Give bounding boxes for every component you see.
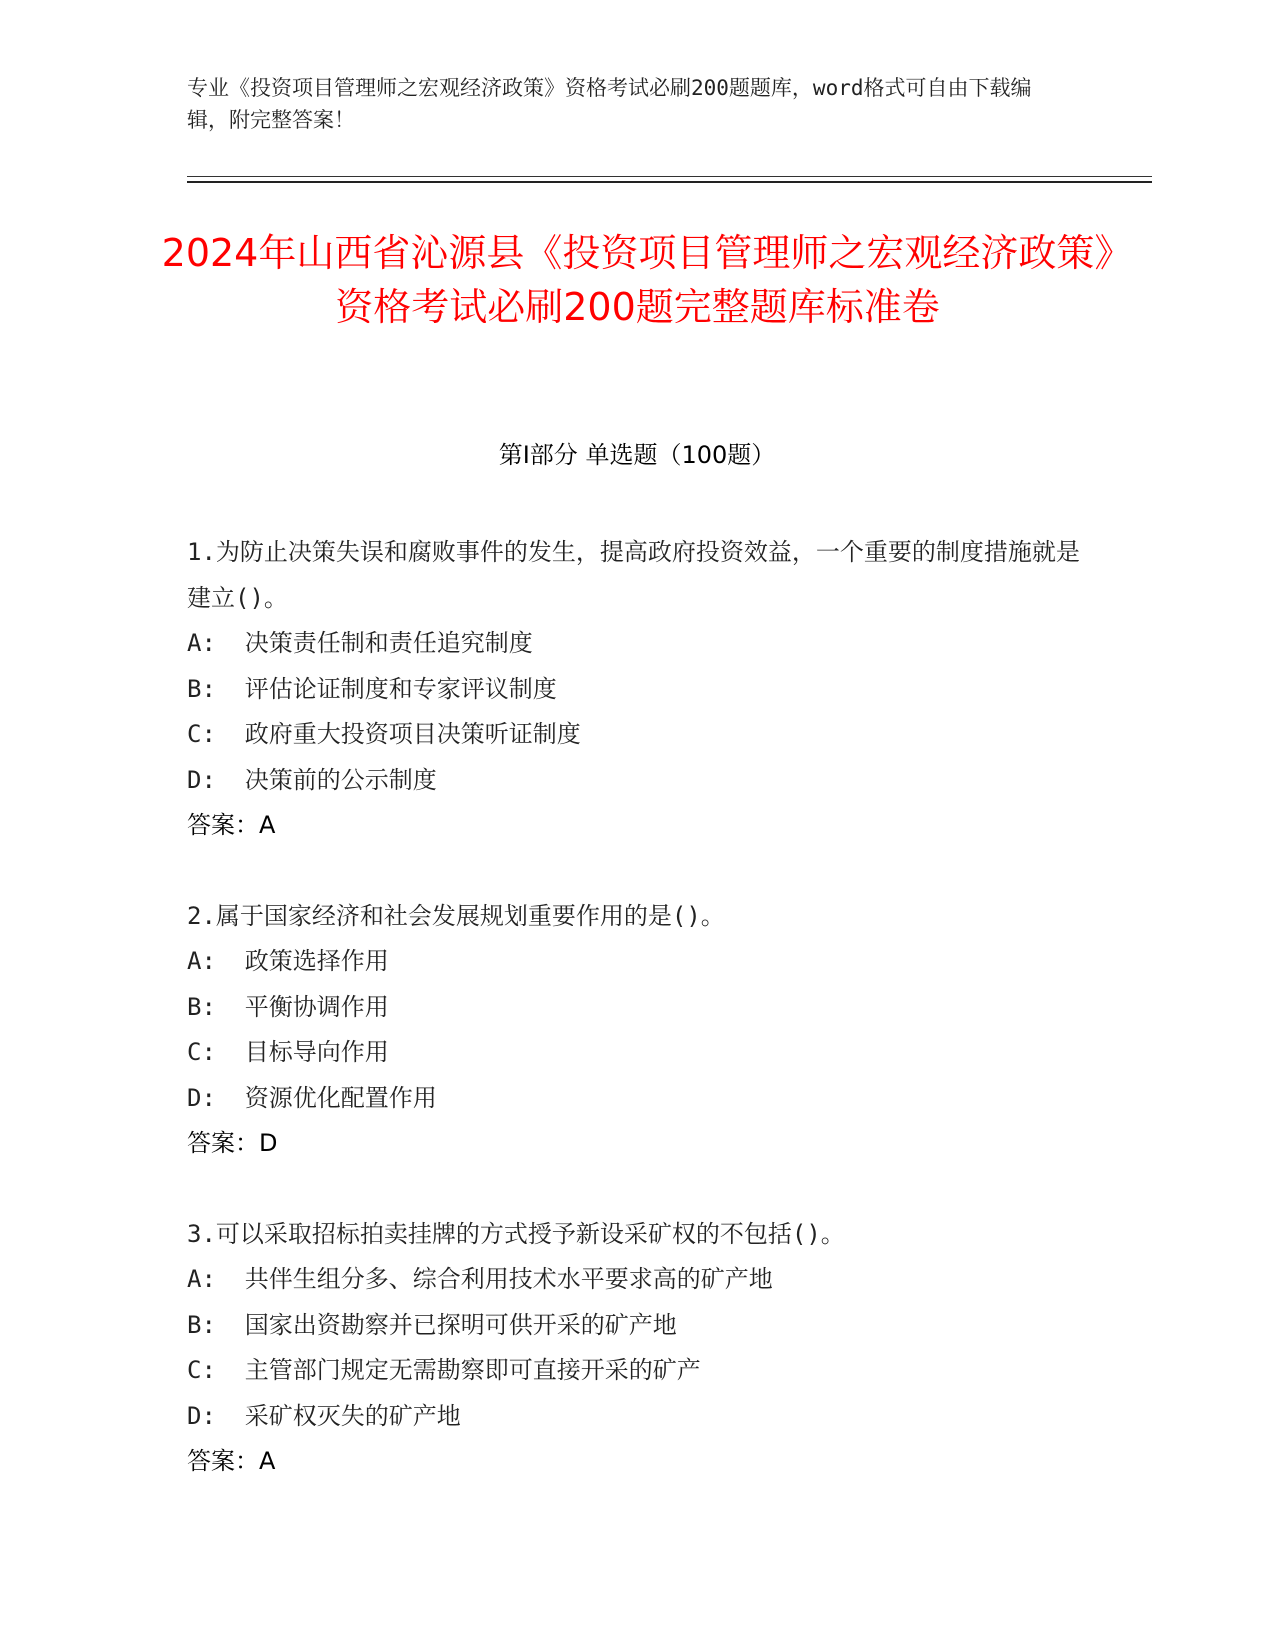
answer-label: 答案：D <box>187 1129 278 1157</box>
question-item <box>187 894 1087 1167</box>
question-stem: 1.为防止决策失误和腐败事件的发生，提高政府投资效益，一个重要的制度措施就是建立()。 <box>187 538 1080 612</box>
option-a: A: 共伴生组分多、综合利用技术水平要求高的矿产地 <box>187 1265 773 1293</box>
option-b: B: 平衡协调作用 <box>187 992 389 1021</box>
option-d: D: 采矿权灭失的矿产地 <box>187 1401 461 1430</box>
question-stem: 3.可以采取招标拍卖挂牌的方式授予新设采矿权的不包括()。 <box>187 1219 845 1248</box>
option-a: A: 政策选择作用 <box>187 947 389 975</box>
option-c: C: 目标导向作用 <box>187 1038 389 1066</box>
option-d: D: 决策前的公示制度 <box>187 765 437 794</box>
header-divider-thick <box>187 181 1152 183</box>
answer-label: 答案：A <box>187 1447 276 1475</box>
question-item <box>187 530 1087 849</box>
header-divider-thin <box>187 176 1152 177</box>
question-stem: 2.属于国家经济和社会发展规划重要作用的是()。 <box>187 901 725 930</box>
section-title: 第I部分 单选题（100题） <box>498 441 776 469</box>
question-list <box>187 530 1087 1530</box>
option-b: B: 国家出资勘察并已探明可供开采的矿产地 <box>187 1310 677 1339</box>
option-c: C: 主管部门规定无需勘察即可直接开采的矿产 <box>187 1356 701 1384</box>
option-c: C: 政府重大投资项目决策听证制度 <box>187 720 581 748</box>
answer-label: 答案：A <box>187 811 276 839</box>
option-a: A: 决策责任制和责任追究制度 <box>187 629 533 657</box>
option-b: B: 评估论证制度和专家评议制度 <box>187 674 557 703</box>
option-d: D: 资源优化配置作用 <box>187 1083 437 1112</box>
document-title: 2024年山西省沁源县《投资项目管理师之宏观经济政策》资格考试必刷200题完整题库标准卷 <box>161 231 1114 329</box>
question-item <box>187 1212 1087 1485</box>
header-note: 专业《投资项目管理师之宏观经济政策》资格考试必刷200题题库，word格式可自由下载编辑，附完整答案！ <box>187 76 1032 132</box>
